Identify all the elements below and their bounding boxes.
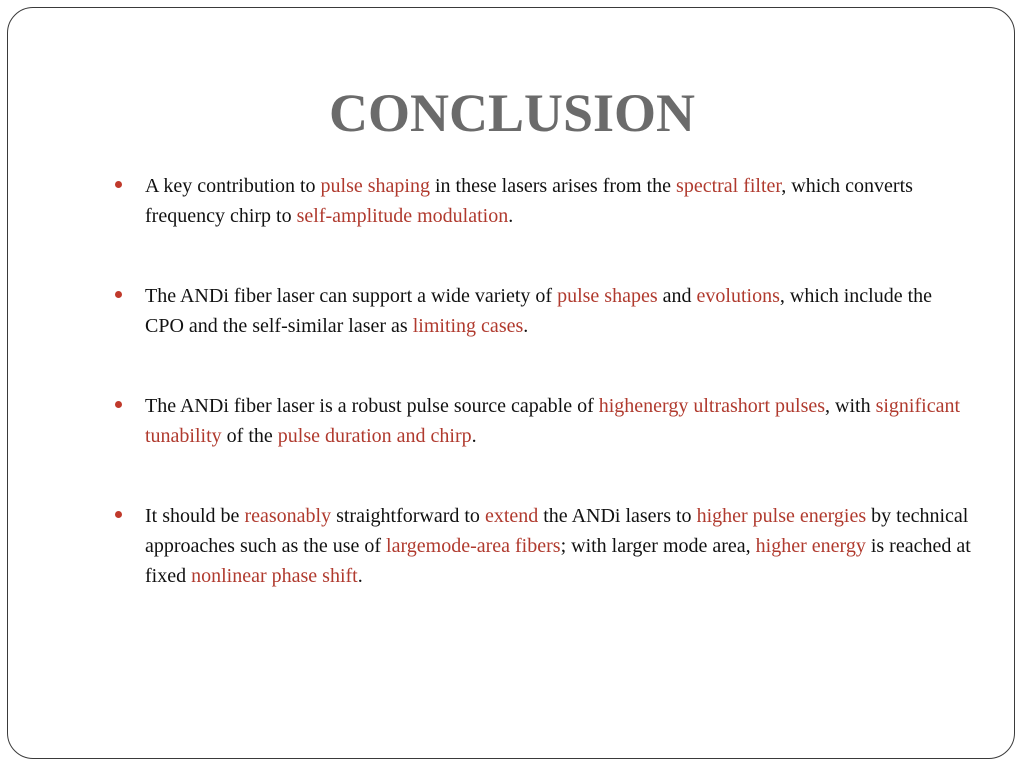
bullet-text xyxy=(145,505,971,587)
bullet-segment: by technical approaches such as the use of xyxy=(145,505,969,557)
bullet-segment: The ANDi fiber laser is a robust pulse source capable of xyxy=(145,395,599,417)
bullet-dot-icon xyxy=(115,511,122,518)
bullet-item xyxy=(112,281,974,341)
bullet-segment: A key contribution to xyxy=(145,175,321,197)
slide-title: CONCLUSION xyxy=(328,83,696,143)
bullet-item xyxy=(112,171,974,231)
bullet-segment: is reached at fixed xyxy=(145,535,971,587)
bullet-item xyxy=(112,501,974,591)
bullet-text xyxy=(145,395,960,447)
bullet-dot-icon xyxy=(115,401,122,408)
bullet-highlight: extend xyxy=(484,505,539,527)
bullet-highlight: reasonably xyxy=(244,505,332,527)
bullet-text xyxy=(145,175,913,227)
bullet-highlight: pulse duration and chirp xyxy=(277,425,472,447)
bullet-highlight: limiting cases xyxy=(412,315,524,337)
bullet-highlight: pulse shaping xyxy=(320,175,430,197)
bullet-segment: The ANDi fiber laser can support a wide variety of xyxy=(145,285,558,307)
bullet-segment: . xyxy=(508,205,514,227)
bullet-segment: . xyxy=(523,315,529,337)
bullet-segment: of the xyxy=(221,425,278,447)
bullet-highlight: spectral filter xyxy=(676,175,782,197)
bullet-highlight: significant tunability xyxy=(145,395,961,447)
bullet-dot-icon xyxy=(115,181,122,188)
bullet-segment: , which include the CPO and the self-similar laser as xyxy=(145,285,933,337)
bullet-highlight: nonlinear phase shift xyxy=(191,565,358,587)
bullet-segment: . xyxy=(357,565,363,587)
bullet-highlight: self-amplitude modulation xyxy=(296,205,509,227)
bullet-highlight: pulse shapes xyxy=(557,285,658,307)
bullet-segment: . xyxy=(471,425,477,447)
bullet-segment: It should be xyxy=(145,505,245,527)
bullet-segment: , with xyxy=(825,395,876,417)
bullet-segment: and xyxy=(657,285,697,307)
bullet-segment: the ANDi lasers to xyxy=(538,505,697,527)
bullet-dot-icon xyxy=(115,291,122,298)
bullet-highlight: evolutions xyxy=(696,285,780,307)
bullet-highlight: largemode-area fibers xyxy=(386,535,561,557)
bullet-segment: , which converts frequency chirp to xyxy=(145,175,913,227)
bullet-segment: in these lasers arises from the xyxy=(429,175,677,197)
bullet-item xyxy=(112,391,974,451)
bullet-list xyxy=(112,171,974,641)
bullet-segment: ; with larger mode area, xyxy=(560,535,756,557)
bullet-text xyxy=(145,285,932,337)
bullet-segment: straightforward to xyxy=(331,505,485,527)
bullet-highlight: highenergy ultrashort pulses xyxy=(598,395,826,417)
bullet-highlight: higher pulse energies xyxy=(696,505,867,527)
bullet-highlight: higher energy xyxy=(755,535,866,557)
